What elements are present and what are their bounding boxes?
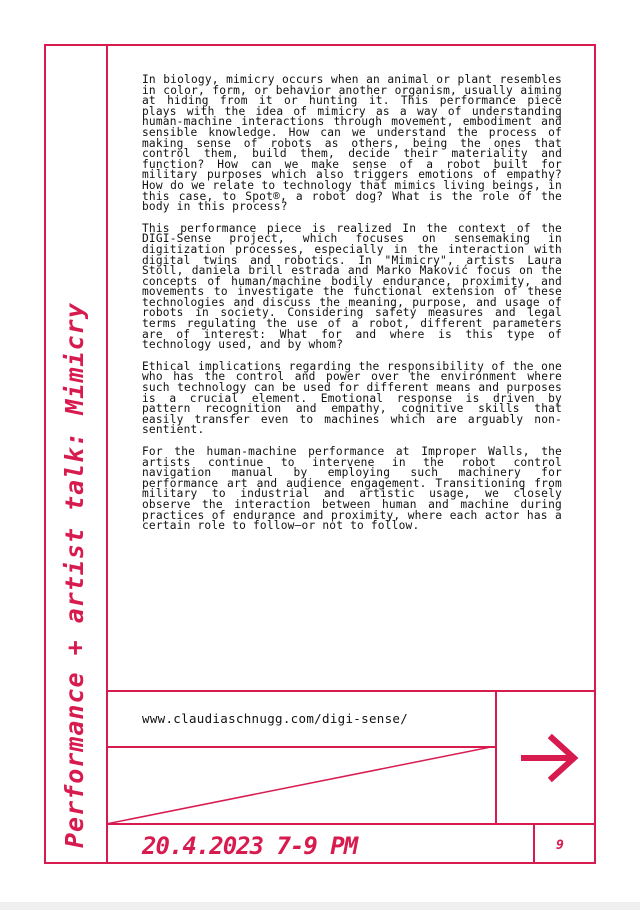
title-column-divider [106,44,108,864]
paragraph-3: Ethical implications regarding the responsibility of the one who has the control and power over the environment where such technology can be used for different means and purposes is a crucial element. Emotional response is driven by pattern recognition and empathy, cognitive skills that easily transfer even to machines which are arguably non-sentient. [142,359,562,437]
page-bottom-band [0,902,640,910]
arrow-right-icon[interactable] [520,730,582,786]
project-url[interactable]: www.claudiaschnugg.com/digi-sense/ [142,711,409,726]
paragraph-1: In biology, mimicry occurs when an animal or plant resembles in color, form, or behavior another organism, usually aiming at hiding from it or hunting it. This performance piece plays with the idea of mimicry as a way of understanding human-machine interactions through movement, embodiment and sensible knowledge. How can we understand the process of making sense of robots as others, being the ones that control them, build them, decide their materiality and function? How can we make sense of a robot built for military purposes which also triggers emotions of empathy? How do we relate to technology that mimics living beings, in this case, to Spot®, a robot dog? What is the role of the body in this process? [142,73,562,214]
page-number-divider [533,823,535,864]
paragraph-4: For the human-machine performance at Improper Walls, the artists continue to intervene in the robot control navigation manual by employing such machinery for performance art and audience engagement. Transitioning from military to industrial and artistic usage, we closely observe the interaction between human and machine during practices of endurance and proximity, where each actor has a certain role to follow—or not to follow. [142,445,562,533]
event-date: 20.4.2023 7-9 PM [142,832,358,860]
body-text [142,75,562,543]
page-number: 9 [556,838,564,853]
paragraph-2: This performance piece is realized In the context of the DIGI-Sense project, which focuses on sensemaking in digitization processes, especially in the interaction with digital twins and robotics. In "Mimicry", artists Laura Stoll, daniela brill estrada and Marko Maković focus on the concepts of human/machine bodily endurance, proximity, and movements to investigate the functional extension of these technologies and discuss the meaning, purpose, and usage of robots in society. Considering safety measures and legal terms regulating the use of a robot, different parameters are of interest: What for and where is this type of technology used, and by whom? [142,221,562,352]
side-title: Performance + artist talk: Mimicry [60,302,89,848]
url-top-divider [106,690,596,692]
diagonal-line [106,746,496,824]
